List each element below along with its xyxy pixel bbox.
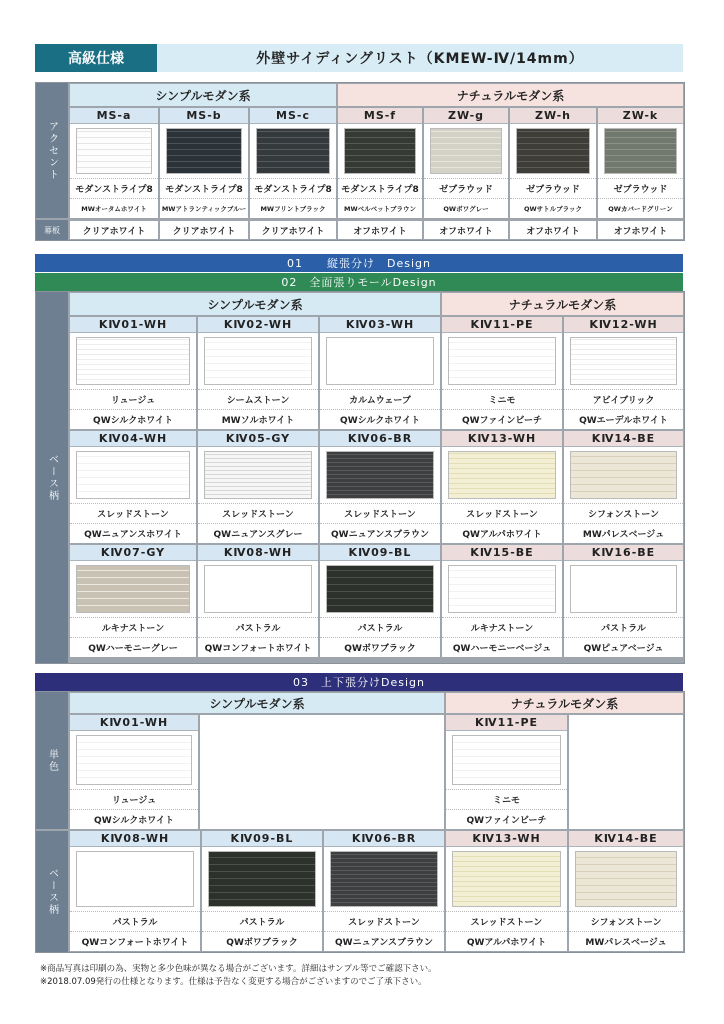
swatch-frame	[70, 561, 196, 617]
product-pattern-name: パストラル	[320, 617, 440, 637]
product-pattern-name: モダンストライプ8	[70, 178, 158, 198]
siding-swatch-image	[452, 851, 561, 907]
product-color-name: QWハーモニーグレー	[70, 637, 196, 657]
siding-swatch-image	[604, 128, 677, 174]
product-card	[569, 831, 683, 951]
trim-color: クリアホワイト	[160, 221, 248, 239]
product-code: KⅣ14-BE	[569, 831, 683, 847]
product-color-name: QWシルクホワイト	[70, 809, 198, 829]
product-card	[446, 831, 567, 951]
trim-color: クリアホワイト	[250, 221, 336, 239]
page-header	[35, 44, 683, 72]
product-code: KⅣ09-BL	[202, 831, 322, 847]
product-code: KⅣ11-PE	[442, 317, 562, 333]
product-card	[160, 108, 248, 218]
product-color-name: QWコンフォートホワイト	[198, 637, 318, 657]
swatch-frame	[70, 731, 198, 789]
product-card	[70, 431, 196, 543]
swatch-frame	[70, 447, 196, 503]
product-code: KⅣ07-GY	[70, 545, 196, 561]
product-color-name: QWシルクホワイト	[70, 409, 196, 429]
product-pattern-name: ミニモ	[442, 389, 562, 409]
product-code: MS-c	[250, 108, 336, 124]
siding-swatch-image	[204, 451, 312, 499]
updown-blank-area-2	[569, 715, 683, 829]
product-pattern-name: カルムウェーブ	[320, 389, 440, 409]
product-code: KⅣ02-WH	[198, 317, 318, 333]
product-color-name: QWコンフォートホワイト	[70, 931, 200, 951]
swatch-frame	[324, 847, 444, 911]
product-pattern-name: スレッドストーン	[446, 911, 567, 931]
product-color-name: QWボワブラック	[202, 931, 322, 951]
product-code: MS-f	[338, 108, 422, 124]
trim-color: オフホワイト	[424, 221, 508, 239]
product-card	[202, 831, 322, 951]
swatch-frame	[442, 447, 562, 503]
product-card	[446, 715, 567, 829]
base-side-label: ベース柄	[36, 292, 68, 663]
product-color-name: MWフリントブラック	[250, 198, 336, 218]
product-code: KⅣ05-GY	[198, 431, 318, 447]
product-card	[442, 545, 562, 657]
swatch-frame	[320, 561, 440, 617]
product-pattern-name: シフォンストーン	[569, 911, 683, 931]
product-pattern-name: ミニモ	[446, 789, 567, 809]
swatch-frame	[320, 447, 440, 503]
siding-swatch-image	[76, 735, 192, 785]
product-color-name: MWオータムホワイト	[70, 198, 158, 218]
product-pattern-name: スレッドストーン	[320, 503, 440, 523]
siding-swatch-image	[76, 337, 190, 385]
product-card	[324, 831, 444, 951]
product-pattern-name: パストラル	[202, 911, 322, 931]
siding-swatch-image	[570, 565, 677, 613]
updown-cat-natural: ナチュラルモダン系	[446, 693, 683, 713]
product-color-name: QWファインビーチ	[446, 809, 567, 829]
product-color-name: QWボワブラック	[320, 637, 440, 657]
product-pattern-name: リュージュ	[70, 789, 198, 809]
siding-swatch-image	[575, 851, 677, 907]
product-code: ZW-h	[510, 108, 596, 124]
product-color-name: QWサトルブラック	[510, 198, 596, 218]
product-card	[70, 545, 196, 657]
product-color-name: QWアルパホワイト	[442, 523, 562, 543]
siding-swatch-image	[204, 337, 312, 385]
product-code: KⅣ06-BR	[320, 431, 440, 447]
swatch-frame	[160, 124, 248, 178]
product-pattern-name: モダンストライプ8	[338, 178, 422, 198]
product-pattern-name: スレッドストーン	[442, 503, 562, 523]
product-code: KⅣ11-PE	[446, 715, 567, 731]
trim-color: オフホワイト	[338, 221, 422, 239]
siding-swatch-image	[448, 565, 556, 613]
swatch-frame	[564, 333, 683, 389]
product-card	[598, 108, 683, 218]
swatch-frame	[510, 124, 596, 178]
siding-swatch-image	[326, 565, 434, 613]
siding-swatch-image	[256, 128, 330, 174]
band-02: 02 全面張りモールDesign	[35, 273, 683, 291]
swatch-frame	[564, 561, 683, 617]
product-color-name: QWボワグレー	[424, 198, 508, 218]
product-code: KⅣ12-WH	[564, 317, 683, 333]
product-color-name: MWソルホワイト	[198, 409, 318, 429]
siding-swatch-image	[76, 128, 152, 174]
product-color-name: QWニュアンスブラウン	[320, 523, 440, 543]
product-color-name: MWパレスベージュ	[564, 523, 683, 543]
product-code: KⅣ06-BR	[324, 831, 444, 847]
product-card	[70, 108, 158, 218]
product-card	[564, 545, 683, 657]
product-code: KⅣ14-BE	[564, 431, 683, 447]
product-color-name: QWニュアンスグレー	[198, 523, 318, 543]
product-code: KⅣ08-WH	[198, 545, 318, 561]
product-card	[250, 108, 336, 218]
product-color-name: QWシルクホワイト	[320, 409, 440, 429]
product-color-name: QWニュアンスホワイト	[70, 523, 196, 543]
grade-tag: 高級仕様	[35, 44, 157, 72]
product-card	[424, 108, 508, 218]
base-cat-natural: ナチュラルモダン系	[442, 293, 683, 315]
trim-color: オフホワイト	[510, 221, 596, 239]
accent-cat-simple: シンプルモダン系	[70, 84, 336, 106]
product-pattern-name: シームストーン	[198, 389, 318, 409]
product-code: KⅣ16-BE	[564, 545, 683, 561]
product-code: KⅣ03-WH	[320, 317, 440, 333]
single-side-label: 単色	[36, 692, 68, 829]
siding-swatch-image	[570, 337, 677, 385]
product-code: KⅣ01-WH	[70, 715, 198, 731]
product-card	[338, 108, 422, 218]
product-code: ZW-g	[424, 108, 508, 124]
product-color-name: QWハーモニーベージュ	[442, 637, 562, 657]
product-card	[442, 317, 562, 429]
swatch-frame	[320, 333, 440, 389]
siding-swatch-image	[76, 451, 190, 499]
product-code: MS-a	[70, 108, 158, 124]
siding-swatch-image	[326, 451, 434, 499]
product-card	[198, 545, 318, 657]
product-code: ZW-k	[598, 108, 683, 124]
swatch-frame	[250, 124, 336, 178]
band-03: 03 上下張分けDesign	[35, 673, 683, 691]
product-pattern-name: シフォンストーン	[564, 503, 683, 523]
product-card	[70, 831, 200, 951]
product-card	[564, 317, 683, 429]
trim-side-label: 幕板	[36, 220, 68, 240]
swatch-frame	[569, 847, 683, 911]
product-color-name: QWファインビーチ	[442, 409, 562, 429]
product-code: KⅣ09-BL	[320, 545, 440, 561]
product-card	[198, 317, 318, 429]
swatch-frame	[446, 731, 567, 789]
product-pattern-name: ルキナストーン	[70, 617, 196, 637]
swatch-frame	[598, 124, 683, 178]
trim-color: クリアホワイト	[70, 221, 158, 239]
trim-color: オフホワイト	[598, 221, 683, 239]
product-pattern-name: ルキナストーン	[442, 617, 562, 637]
product-code: KⅣ01-WH	[70, 317, 196, 333]
product-pattern-name: ゼブラウッド	[510, 178, 596, 198]
product-color-name: QWエーデルホワイト	[564, 409, 683, 429]
swatch-frame	[198, 561, 318, 617]
updown-cat-simple: シンプルモダン系	[70, 693, 444, 713]
product-card	[320, 431, 440, 543]
product-pattern-name: パストラル	[198, 617, 318, 637]
product-pattern-name: スレッドストーン	[70, 503, 196, 523]
product-color-name: MWベルベットブラウン	[338, 198, 422, 218]
swatch-frame	[202, 847, 322, 911]
product-pattern-name: パストラル	[564, 617, 683, 637]
swatch-frame	[338, 124, 422, 178]
siding-swatch-image	[448, 337, 556, 385]
siding-swatch-image	[204, 565, 312, 613]
swatch-frame	[70, 333, 196, 389]
product-pattern-name: スレッドストーン	[324, 911, 444, 931]
product-color-name: QWカバードグリーン	[598, 198, 683, 218]
accent-cat-natural: ナチュラルモダン系	[338, 84, 683, 106]
siding-swatch-image	[452, 735, 561, 785]
page-title: 外壁サイディングリスト（KMEW-Ⅳ/14mm）	[256, 51, 584, 67]
product-pattern-name: リュージュ	[70, 389, 196, 409]
product-card	[564, 431, 683, 543]
siding-swatch-image	[570, 451, 677, 499]
siding-swatch-image	[430, 128, 502, 174]
product-pattern-name: パストラル	[70, 911, 200, 931]
product-color-name: QWニュアンスブラウン	[324, 931, 444, 951]
product-code: KⅣ04-WH	[70, 431, 196, 447]
product-code: KⅣ08-WH	[70, 831, 200, 847]
product-code: KⅣ13-WH	[442, 431, 562, 447]
siding-swatch-image	[330, 851, 438, 907]
product-color-name: QWアルパホワイト	[446, 931, 567, 951]
product-pattern-name: スレッドストーン	[198, 503, 318, 523]
product-card	[70, 317, 196, 429]
product-pattern-name: モダンストライプ8	[250, 178, 336, 198]
swatch-frame	[198, 447, 318, 503]
band-01: 01 縦張分け Design	[35, 254, 683, 272]
product-code: KⅣ13-WH	[446, 831, 567, 847]
product-card	[320, 545, 440, 657]
swatch-frame	[446, 847, 567, 911]
product-code: MS-b	[160, 108, 248, 124]
footnote-2: ※2018.07.09発行の仕様となります。仕様は予告なく変更する場合がございますのでご了承下さい。	[40, 977, 427, 987]
siding-swatch-image	[326, 337, 434, 385]
swatch-frame	[564, 447, 683, 503]
product-card	[510, 108, 596, 218]
product-pattern-name: ゼブラウッド	[424, 178, 508, 198]
updown-blank-area	[200, 715, 444, 829]
product-card	[198, 431, 318, 543]
product-card	[70, 715, 198, 829]
siding-swatch-image	[344, 128, 416, 174]
swatch-frame	[424, 124, 508, 178]
siding-swatch-image	[166, 128, 242, 174]
siding-swatch-image	[76, 565, 190, 613]
product-color-name: MWパレスベージュ	[569, 931, 683, 951]
base-cat-simple: シンプルモダン系	[70, 293, 440, 315]
swatch-frame	[198, 333, 318, 389]
updown-base-side-label: ベース柄	[36, 831, 68, 952]
product-pattern-name: アビイブリック	[564, 389, 683, 409]
swatch-frame	[442, 561, 562, 617]
product-color-name: MWアトランティックブルー	[160, 198, 248, 218]
product-color-name: QWピュアベージュ	[564, 637, 683, 657]
swatch-frame	[442, 333, 562, 389]
product-code: KⅣ15-BE	[442, 545, 562, 561]
siding-swatch-image	[76, 851, 194, 907]
siding-swatch-image	[516, 128, 590, 174]
product-pattern-name: ゼブラウッド	[598, 178, 683, 198]
product-pattern-name: モダンストライプ8	[160, 178, 248, 198]
product-card	[442, 431, 562, 543]
siding-swatch-image	[448, 451, 556, 499]
footnote-1: ※商品写真は印刷の為、実物と多少色味が異なる場合がございます。詳細はサンプル等でご確認下さい。	[40, 964, 437, 974]
siding-swatch-image	[208, 851, 316, 907]
accent-side-label: アクセント	[36, 83, 68, 218]
swatch-frame	[70, 124, 158, 178]
product-card	[320, 317, 440, 429]
swatch-frame	[70, 847, 200, 911]
